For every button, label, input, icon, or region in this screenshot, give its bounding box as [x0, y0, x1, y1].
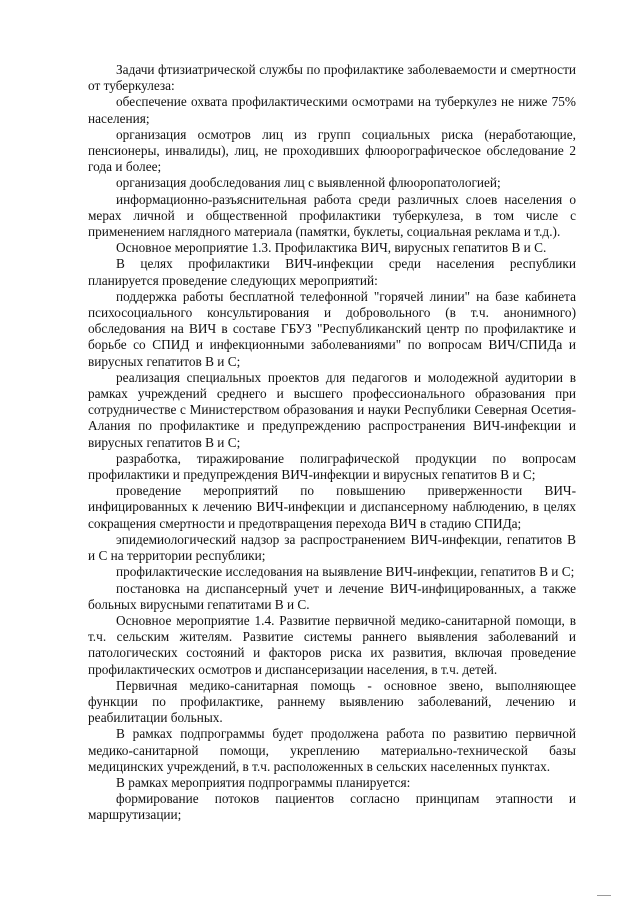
paragraph: В рамках мероприятия подпрограммы планируется:: [116, 774, 411, 790]
section-heading: Основное мероприятие 1.4. Развитие первичной медико-санитарной помощи, в т.ч. сельским жителям. Развитие системы раннего выявления заболеваний и патологических состояний и факторов риска их развития, включая проведение профилактических осмотров и диспансеризации населения, в т.ч. детей.: [88, 612, 576, 677]
paragraph: В рамках подпрограммы будет продолжена работа по развитию первичной медико-санитарной помощи, укреплению материально-технической базы медицинских учреждений, в т.ч. расположенных в сельских населенных пунктах.: [88, 726, 576, 774]
paragraph: реализация специальных проектов для педагогов и молодежной аудитории в рамках учреждений среднего и высшего профессионального образования при сотрудничестве с Министерством образования и науки Республики Северная Осетия-Алания по профилактике и предупреждению распространения ВИЧ-инфекции и вирусных гепатитов В и С;: [88, 369, 576, 450]
paragraph: формирование потоков пациентов согласно принципам этапности и маршрутизации;: [88, 791, 576, 823]
paragraph: Задачи фтизиатрической службы по профилактике заболеваемости и смертности от туберкулеза:: [88, 62, 576, 94]
paragraph: организация дообследования лиц с выявленной флюоропатологией;: [116, 175, 501, 191]
paragraph: разработка, тиражирование полиграфической продукции по вопросам профилактики и предупреждения ВИЧ-инфекции и вирусных гепатитов В и С;: [88, 450, 576, 483]
paragraph: информационно-разъяснительная работа среди различных слоев населения о мерах личной и общественной профилактики туберкулеза, в том числе с применением наглядного материала (памятки, буклеты, социальная реклама и т.д.).: [88, 191, 576, 240]
paragraph: организация осмотров лиц из групп социальных риска (неработающие, пенсионеры, инвалиды), лиц, не проходивших флюорографическое обследование 2 года и более;: [88, 126, 576, 175]
section-heading: Основное мероприятие 1.3. Профилактика ВИЧ, вирусных гепатитов В и С.: [116, 240, 547, 256]
paragraph: Первичная медико-санитарная помощь - основное звено, выполняющее функции по профилактике, раннему выявлению заболеваний, лечению и реабилитации больных.: [88, 677, 576, 726]
paragraph: профилактические исследования на выявление ВИЧ-инфекции, гепатитов В и С;: [116, 564, 575, 580]
paragraph: В целях профилактики ВИЧ-инфекции среди населения республики планируется проведение следующих мероприятий:: [88, 256, 576, 288]
paragraph: поддержка работы бесплатной телефонной "горячей линии" на базе кабинета психосоциального консультирования и добровольного (в т.ч. анонимного) обследования на ВИЧ в составе ГБУЗ "Республиканский центр по профилактике и борьбе со СПИД и инфекционными заболеваниями" по вопросам ВИЧ/СПИДа и вирусных гепатитов В и С;: [88, 288, 576, 369]
document-page: [88, 62, 576, 824]
paragraph: обеспечение охвата профилактическими осмотрами на туберкулез не ниже 75% населения;: [88, 94, 576, 126]
paragraph: эпидемиологический надзор за распространением ВИЧ-инфекции, гепатитов В и С на территории республики;: [88, 531, 576, 564]
scan-edge-mark: [597, 895, 611, 896]
paragraph: проведение мероприятий по повышению приверженности ВИЧ-инфицированных к лечению ВИЧ-инфекции и диспансерному наблюдению, в целях сокращения смертности и предотвращения перехода ВИЧ в стадию СПИДа;: [88, 483, 576, 531]
paragraph: постановка на диспансерный учет и лечение ВИЧ-инфицированных, а также больных вирусными гепатитами В и С.: [88, 580, 576, 612]
